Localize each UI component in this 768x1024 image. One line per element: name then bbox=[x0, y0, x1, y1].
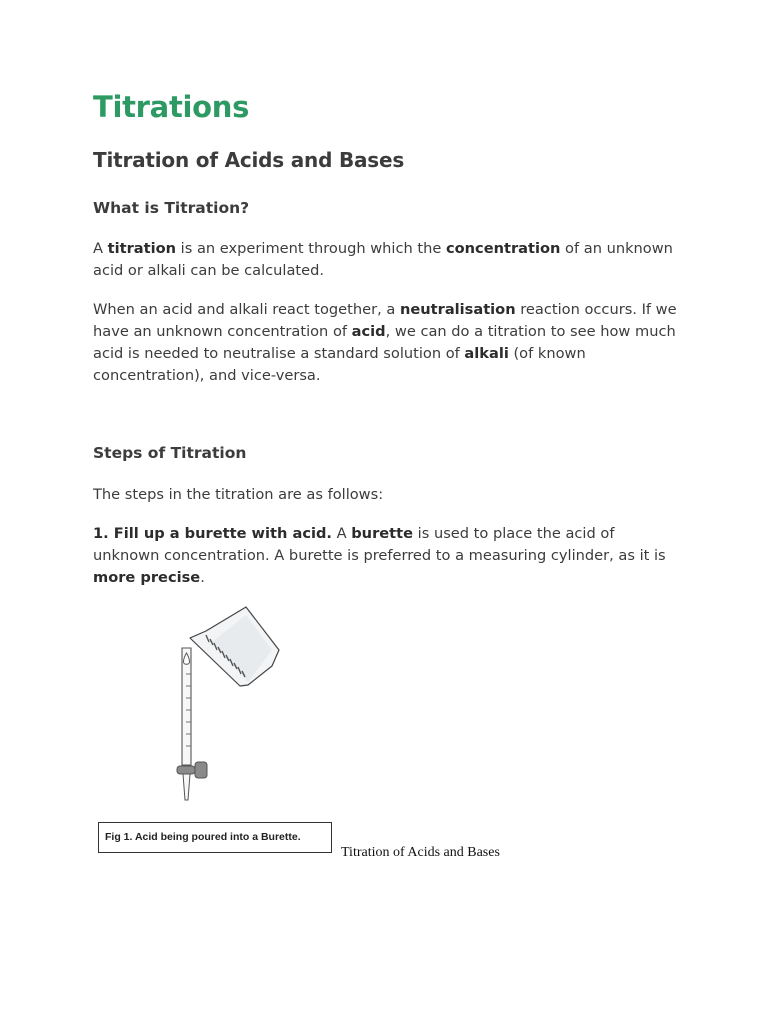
text-run: (of known concentration), and vice-versa. bbox=[93, 345, 586, 384]
bold-term-burette: burette bbox=[351, 525, 414, 542]
bold-term-concentration: concentration bbox=[445, 240, 561, 257]
text-run: of an unknown acid or alkali can be calculated. bbox=[93, 240, 673, 279]
beaker-icon bbox=[190, 607, 279, 686]
bold-term-neutralisation: neutralisation bbox=[399, 301, 516, 318]
burette-icon bbox=[177, 648, 207, 800]
page-title: Titrations bbox=[93, 90, 250, 124]
bold-term-titration: titration bbox=[107, 240, 177, 257]
burette-illustration bbox=[160, 600, 290, 815]
section-heading-what-is-titration: What is Titration? bbox=[93, 199, 250, 217]
paragraph-step-1 bbox=[93, 523, 683, 589]
text-run: A bbox=[93, 240, 108, 257]
bold-term-acid: acid bbox=[351, 323, 386, 340]
paragraph-titration-definition bbox=[93, 238, 683, 282]
text-run: , we can do a titration to see how much acid is needed to neutralise a standard solution of bbox=[93, 323, 676, 362]
page-subtitle: Titration of Acids and Bases bbox=[93, 148, 405, 172]
bold-step-1-label: 1. Fill up a burette with acid. bbox=[93, 525, 332, 542]
bold-term-alkali: alkali bbox=[464, 345, 509, 362]
figure-caption: Fig 1. Acid being poured into a Burette. bbox=[98, 822, 332, 853]
text-run: is an experiment through which the bbox=[176, 240, 446, 257]
section-heading-steps-of-titration: Steps of Titration bbox=[93, 444, 247, 462]
bold-term-more-precise: more precise bbox=[93, 569, 201, 586]
text-run: . bbox=[200, 569, 205, 586]
text-run: is used to place the acid of unknown concentration. A burette is preferred to a measuring cylinder, as it is bbox=[93, 525, 666, 564]
text-run: When an acid and alkali react together, a bbox=[93, 301, 400, 318]
figure-side-text: Titration of Acids and Bases bbox=[341, 845, 500, 860]
text-run: reaction occurs. If we have an unknown concentration of bbox=[93, 301, 677, 340]
paragraph-neutralisation bbox=[93, 299, 683, 387]
text-run: A bbox=[331, 525, 352, 542]
paragraph-steps-intro: The steps in the titration are as follows: bbox=[93, 486, 384, 503]
